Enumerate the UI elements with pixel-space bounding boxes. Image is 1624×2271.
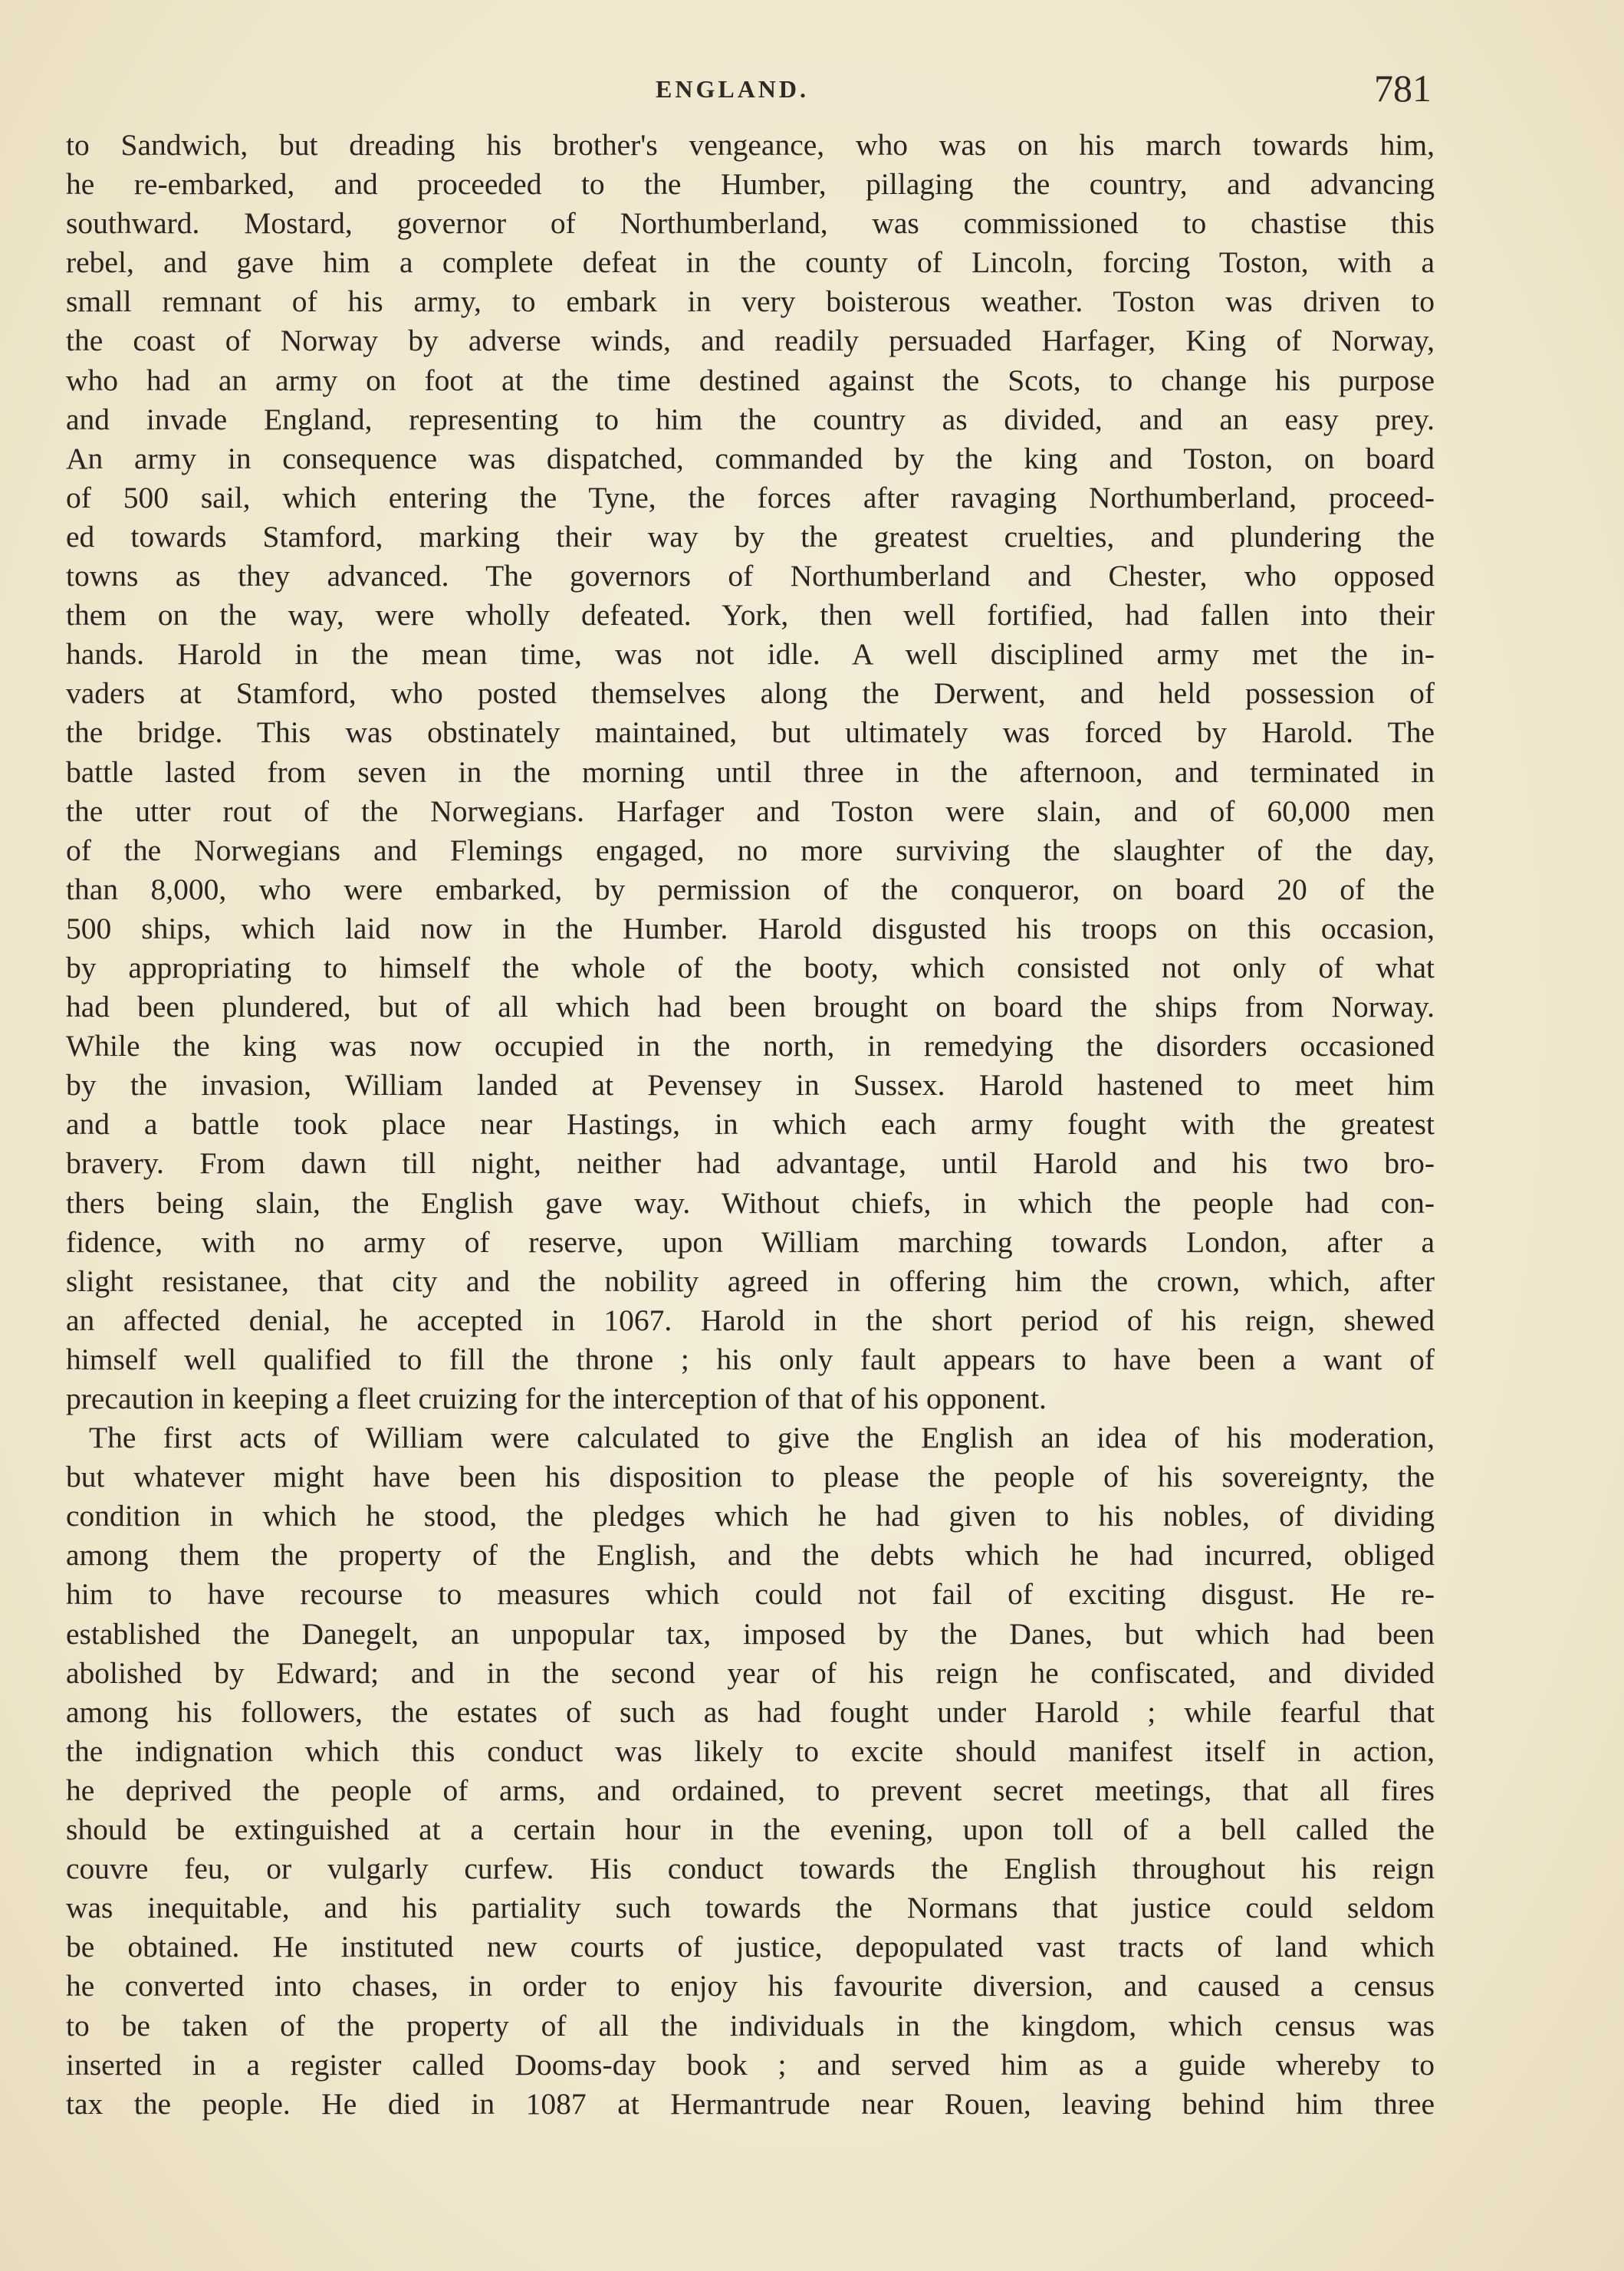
text-line: by appropriating to himself the whole of the booty, which consisted not only of what (66, 950, 1435, 984)
text-line (66, 2124, 1435, 2163)
text-line: hands. Harold in the mean time, was not idle. A well disciplined army met the in- (66, 637, 1435, 672)
text-line: should be extinguished at a certain hour in the evening, upon toll of a bell called the (66, 1813, 1435, 1847)
text-line: 500 ships, which laid now in the Humber. Harold disgusted his troops on this occasion, (66, 911, 1435, 945)
text-line: small remnant of his army, to embark in very boisterous weather. Toston was driven to (66, 284, 1435, 319)
text-line: was inequitable, and his partiality such towards the Normans that justice could seldom (66, 1891, 1435, 1925)
text-line: himself well qualified to fill the throne ; his only fault appears to have been a want of (66, 1342, 1435, 1376)
text-line: slight resistanee, that city and the nobility agreed in offering him the crown, which, after (66, 1264, 1435, 1298)
text-line: While the king was now occupied in the north, in remedying the disorders occasioned (66, 1029, 1435, 1063)
text-line: abolished by Edward; and in the second year of his reign he confiscated, and divided (66, 1655, 1435, 1690)
text-line: he deprived the people of arms, and ordained, to prevent secret meetings, that all fires (66, 1773, 1435, 1807)
text-line: them on the way, were wholly defeated. York, then well fortified, had fallen into their (66, 598, 1435, 633)
text-line: bravery. From dawn till night, neither had advantage, until Harold and his two bro- (66, 1146, 1435, 1181)
text-line: condition in which he stood, the pledges which he had given to his nobles, of dividing (66, 1499, 1435, 1533)
text-line: had been plundered, but of all which had been brought on board the ships from Norway. (66, 990, 1435, 1024)
page-number: 781 (1374, 67, 1432, 110)
text-line: and a battle took place near Hastings, in which each army fought with the greatest (66, 1107, 1435, 1142)
text-line: he converted into chases, in order to enjoy his favourite diversion, and caused a census (66, 1969, 1435, 2003)
text-line: than 8,000, who were embarked, by permission of the conqueror, on board 20 of the (66, 872, 1435, 906)
text-line: thers being slain, the English gave way. Without chiefs, in which the people had con- (66, 1185, 1435, 1220)
text-line: and invade England, representing to him the country as divided, and an easy prey. (66, 402, 1435, 436)
text-line: the indignation which this conduct was likely to excite should manifest itself in action, (66, 1734, 1435, 1768)
text-line: the bridge. This was obstinately maintained, but ultimately was forced by Harold. The (66, 715, 1435, 750)
text-line: established the Danegelt, an unpopular tax, imposed by the Danes, but which had been (66, 1616, 1435, 1651)
running-title: ENGLAND. (656, 75, 810, 103)
text-line: by the invasion, William landed at Pevensey in Sussex. Harold hastened to meet him (66, 1068, 1435, 1103)
text-line: the coast of Norway by adverse winds, and readily persuaded Harfager, King of Norway, (66, 324, 1435, 358)
text-line: couvre feu, or vulgarly curfew. His conduct towards the English throughout his reign (66, 1852, 1435, 1886)
text-line: towns as they advanced. The governors of Northumberland and Chester, who opposed (66, 559, 1435, 593)
text-line: southward. Mostard, governor of Northumberland, was commissioned to chastise this (66, 206, 1435, 241)
text-line: to be taken of the property of all the individuals in the kingdom, which census was (66, 2008, 1435, 2043)
text-line: precaution in keeping a fleet cruizing for the interception of that of his opponent. (66, 1382, 1047, 1415)
text-line: The first acts of William were calculated to give the English an idea of his moderation, (89, 1421, 1435, 1455)
text-line: but whatever might have been his disposition to please the people of his sovereignty, the (66, 1460, 1435, 1494)
text-line: An army in consequence was dispatched, commanded by the king and Toston, on board (66, 441, 1435, 475)
text-line: an affected denial, he accepted in 1067. Harold in the short period of his reign, shewed (66, 1303, 1435, 1337)
text-line: him to have recourse to measures which could not fail of exciting disgust. He re- (66, 1577, 1435, 1612)
text-line: who had an army on foot at the time destined against the Scots, to change his purpose (66, 363, 1435, 397)
text-line: vaders at Stamford, who posted themselves along the Derwent, and held possession of (66, 676, 1435, 711)
text-line: be obtained. He instituted new courts of justice, depopulated vast tracts of land which (66, 1930, 1435, 1964)
text-line: he re-embarked, and proceeded to the Humber, pillaging the country, and advancing (66, 167, 1435, 202)
text-line: among his followers, the estates of such as had fought under Harold ; while fearful that (66, 1694, 1435, 1729)
text-line: to Sandwich, but dreading his brother's vengeance, who was on his march towards him, (66, 128, 1435, 162)
text-line: inserted in a register called Dooms-day book ; and served him as a guide whereby to (66, 2047, 1435, 2082)
text-line: tax the people. He died in 1087 at Hermantrude near Rouen, leaving behind him three (66, 2086, 1435, 2121)
text-line: rebel, and gave him a complete defeat in the county of Lincoln, forcing Toston, with a (66, 245, 1435, 280)
text-line: fidence, with no army of reserve, upon William marching towards London, after a (66, 1224, 1435, 1259)
body-text (66, 126, 1435, 2163)
text-line: the utter rout of the Norwegians. Harfager and Toston were slain, and of 60,000 men (66, 794, 1435, 828)
text-line: battle lasted from seven in the morning until three in the afternoon, and terminated in (66, 754, 1435, 789)
text-line: among them the property of the English, and the debts which he had incurred, obliged (66, 1538, 1435, 1573)
text-line: of 500 sail, which entering the Tyne, the forces after ravaging Northumberland, proceed- (66, 480, 1435, 514)
text-line: of the Norwegians and Flemings engaged, no more surviving the slaughter of the day, (66, 833, 1435, 867)
text-line: ed towards Stamford, marking their way by the greatest cruelties, and plundering the (66, 519, 1435, 554)
